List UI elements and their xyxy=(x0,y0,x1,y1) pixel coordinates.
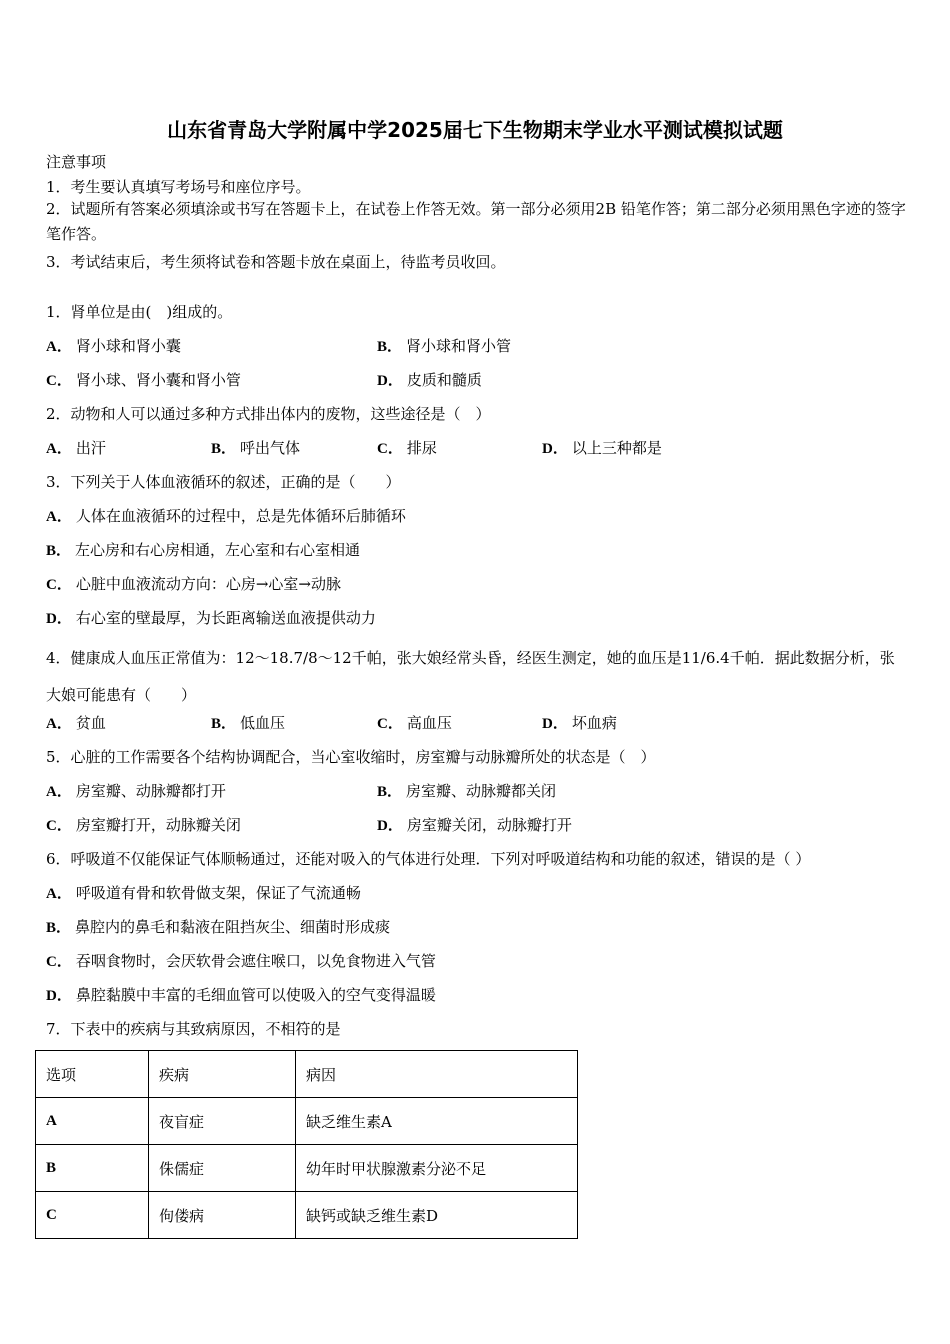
page-title: 山东省青岛大学附属中学2025届七下生物期末学业水平测试模拟试题 xyxy=(167,118,783,142)
option-c[interactable]: C． 心脏中血液流动方向：心房→心室→动脉 xyxy=(46,575,341,593)
option-b[interactable]: B． 肾小球和肾小管 xyxy=(377,337,512,355)
table-cell: A xyxy=(36,1098,149,1145)
table-cell: 缺钙或缺乏维生素D xyxy=(296,1192,578,1239)
question-stem: 4．健康成人血压正常值为：12～18.7/8～12千帕，张大娘经常头昏，经医生测定，她的血压是11/6.4千帕．据此数据分析，张大娘可能患有（ ） xyxy=(46,649,895,704)
notice-item: 2．试题所有答案必须填涂或书写在答题卡上，在试卷上作答无效。第一部分必须用2B 铅笔作答；第二部分必须用黑色字迹的签字笔作答。 xyxy=(46,200,906,243)
option-a[interactable]: A． 出汗 xyxy=(46,439,106,457)
option-c[interactable]: C． 房室瓣打开，动脉瓣关闭 xyxy=(46,816,241,834)
option-c[interactable]: C． 吞咽食物时，会厌软骨会遮住喉口，以免食物进入气管 xyxy=(46,952,436,970)
option-d[interactable]: D． 皮质和髓质 xyxy=(377,371,482,389)
option-c[interactable]: C． 排尿 xyxy=(377,439,437,457)
table-row xyxy=(36,1192,578,1239)
table-header-cell: 疾病 xyxy=(149,1051,296,1098)
option-d[interactable]: D． 以上三种都是 xyxy=(542,439,662,457)
option-b[interactable]: B． 左心房和右心房相通，左心室和右心室相通 xyxy=(46,541,361,559)
table-header-cell: 病因 xyxy=(296,1051,578,1098)
option-c[interactable]: C． 高血压 xyxy=(377,714,452,732)
table-row xyxy=(36,1098,578,1145)
option-a[interactable]: A． 肾小球和肾小囊 xyxy=(46,337,181,355)
notice-heading: 注意事项 xyxy=(46,153,107,171)
option-b[interactable]: B． 呼出气体 xyxy=(211,439,301,457)
notice-item: 1．考生要认真填写考场号和座位序号。 xyxy=(46,178,311,196)
table-cell: 佝偻病 xyxy=(149,1192,296,1239)
notice-item: 3．考试结束后，考生须将试卷和答题卡放在桌面上，待监考员收回。 xyxy=(46,253,506,271)
option-b[interactable]: B． 房室瓣、动脉瓣都关闭 xyxy=(377,782,557,800)
option-d[interactable]: D． 房室瓣关闭，动脉瓣打开 xyxy=(377,816,572,834)
option-d[interactable]: D． 右心室的壁最厚，为长距离输送血液提供动力 xyxy=(46,609,376,627)
question-stem: 3．下列关于人体血液循环的叙述，正确的是（ ） xyxy=(46,473,401,491)
table-cell: 缺乏维生素A xyxy=(296,1098,578,1145)
table-row xyxy=(36,1145,578,1192)
option-c[interactable]: C． 肾小球、肾小囊和肾小管 xyxy=(46,371,241,389)
question-stem: 1．肾单位是由( )组成的。 xyxy=(46,303,233,321)
question-stem: 2．动物和人可以通过多种方式排出体内的废物，这些途径是（ ） xyxy=(46,405,491,423)
option-a[interactable]: A． 呼吸道有骨和软骨做支架，保证了气流通畅 xyxy=(46,884,361,902)
disease-table xyxy=(35,1050,578,1239)
table-header-cell: 选项 xyxy=(36,1051,149,1098)
question-stem: 6．呼吸道不仅能保证气体顺畅通过，还能对吸入的气体进行处理．下列对呼吸道结构和功能的叙述，错误的是（ ） xyxy=(46,850,811,868)
option-d[interactable]: D． 鼻腔黏膜中丰富的毛细血管可以使吸入的空气变得温暖 xyxy=(46,986,436,1004)
option-a[interactable]: A． 贫血 xyxy=(46,714,106,732)
option-a[interactable]: A． 房室瓣、动脉瓣都打开 xyxy=(46,782,226,800)
table-cell: C xyxy=(36,1192,149,1239)
table-cell: 侏儒症 xyxy=(149,1145,296,1192)
option-b[interactable]: B． 鼻腔内的鼻毛和黏液在阻挡灰尘、细菌时形成痰 xyxy=(46,918,391,936)
table-cell: B xyxy=(36,1145,149,1192)
question-stem: 5．心脏的工作需要各个结构协调配合，当心室收缩时，房室瓣与动脉瓣所处的状态是（ ） xyxy=(46,748,656,766)
question-stem: 7．下表中的疾病与其致病原因，不相符的是 xyxy=(46,1020,341,1038)
option-d[interactable]: D． 坏血病 xyxy=(542,714,617,732)
option-a[interactable]: A． 人体在血液循环的过程中，总是先体循环后肺循环 xyxy=(46,507,406,525)
table-header-row xyxy=(36,1051,578,1098)
table-cell: 幼年时甲状腺激素分泌不足 xyxy=(296,1145,578,1192)
option-b[interactable]: B． 低血压 xyxy=(211,714,286,732)
table-cell: 夜盲症 xyxy=(149,1098,296,1145)
